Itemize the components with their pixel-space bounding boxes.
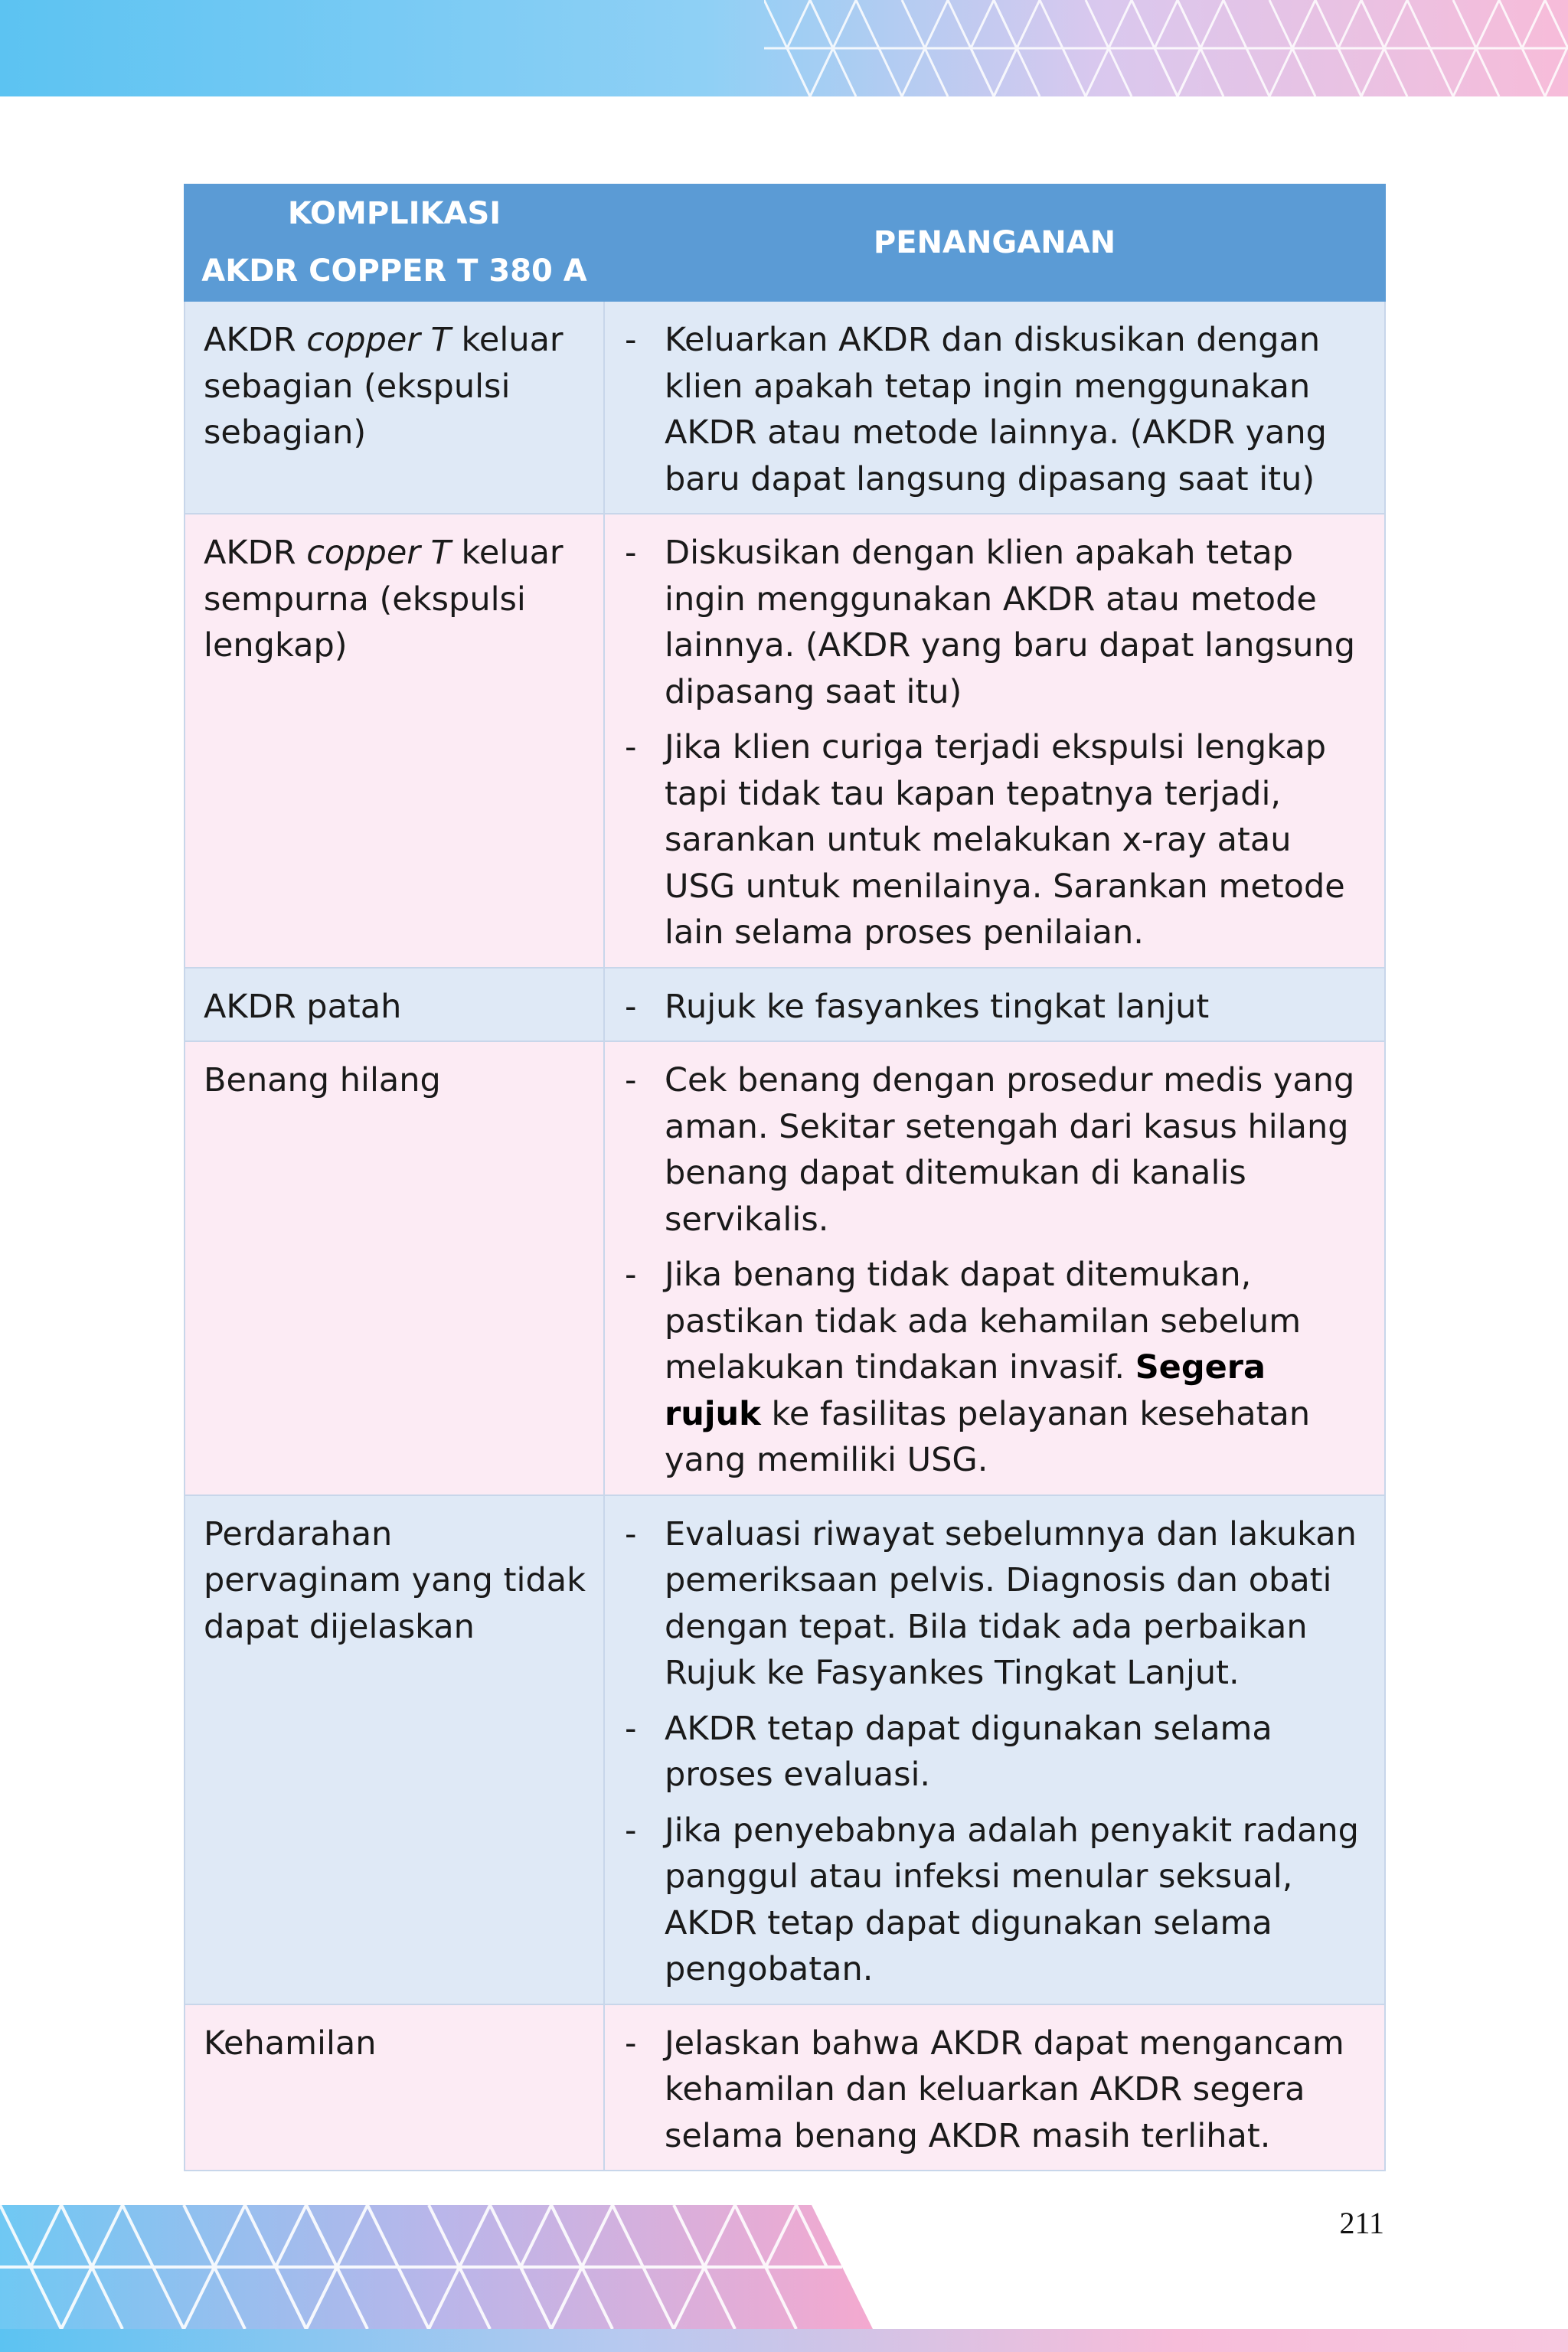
penanganan-text-part: Jika benang tidak dapat ditemukan, pastikan tidak ada kehamilan sebelum melakukan tindakan invasif. (665, 1256, 1302, 1387)
penanganan-cell (604, 301, 1385, 514)
penanganan-text (665, 1252, 1367, 1484)
header-penanganan: PENANGANAN (604, 185, 1385, 301)
header-komplikasi-line1: KOMPLIKASI (287, 196, 501, 231)
komplikasi-table (184, 184, 1386, 2171)
penanganan-text: AKDR tetap dapat digunakan selama proses evaluasi. (665, 1709, 1272, 1794)
bullet-dash: - (625, 987, 637, 1026)
bullet-dash: - (625, 2024, 637, 2063)
geometric-pattern-top (764, 0, 1568, 96)
list-item (623, 317, 1367, 502)
komplikasi-cell (185, 301, 604, 514)
list-item (623, 1252, 1367, 1484)
bullet-dash: - (625, 1256, 637, 1294)
komplikasi-text: AKDR (204, 321, 307, 359)
komplikasi-cell: Perdarahan pervaginam yang tidak dapat dijelaskan (185, 1495, 604, 2004)
list-item (623, 1511, 1367, 1697)
list-item (623, 530, 1367, 715)
komplikasi-cell (185, 514, 604, 968)
penanganan-text: Keluarkan AKDR dan diskusikan dengan klien apakah tetap ingin menggunakan AKDR atau metode lainnya. (AKDR yang baru dapat langsung dipasang saat itu) (665, 321, 1327, 498)
penanganan-text: Diskusikan dengan klien apakah tetap ingin menggunakan AKDR atau metode lainnya. (AKDR yang baru dapat langsung dipasang saat itu) (665, 534, 1356, 711)
table-row (185, 301, 1385, 514)
table-row (185, 1041, 1385, 1495)
bullet-dash: - (625, 728, 637, 766)
penanganan-text: Jika klien curiga terjadi ekspulsi lengkap tapi tidak tau kapan tepatnya terjadi, sarankan untuk melakukan x-ray atau USG untuk menilainya. Sarankan metode lain selama proses penilaian. (665, 728, 1345, 952)
list-item (623, 984, 1367, 1031)
table-row (185, 1495, 1385, 2004)
header-komplikasi (185, 185, 604, 301)
bullet-dash: - (625, 1811, 637, 1850)
list-item (623, 724, 1367, 956)
list-item (623, 1706, 1367, 1798)
komplikasi-cell: Benang hilang (185, 1041, 604, 1495)
bottom-banner (0, 2329, 1568, 2352)
penanganan-cell (604, 514, 1385, 968)
table-row (185, 2004, 1385, 2171)
penanganan-cell (604, 1041, 1385, 1495)
table-row (185, 514, 1385, 968)
header-komplikasi-line2: AKDR COPPER T 380 A (201, 253, 587, 289)
top-banner (0, 0, 1568, 96)
komplikasi-text: keluar sempurna (ekspulsi lengkap) (204, 534, 564, 665)
komplikasi-text: AKDR (204, 534, 307, 572)
komplikasi-italic: copper T (306, 321, 451, 359)
komplikasi-cell: Kehamilan (185, 2004, 604, 2171)
bullet-dash: - (625, 534, 637, 572)
komplikasi-italic: copper T (306, 534, 451, 572)
bullet-dash: - (625, 1514, 637, 1553)
bullet-dash: - (625, 1709, 637, 1748)
bullet-dash: - (625, 1061, 637, 1099)
penanganan-text: Cek benang dengan prosedur medis yang aman. Sekitar setengah dari kasus hilang benang dapat ditemukan di kanalis servikalis. (665, 1061, 1355, 1239)
penanganan-text: Evaluasi riwayat sebelumnya dan lakukan pemeriksaan pelvis. Diagnosis dan obati dengan tepat. Bila tidak ada perbaikan Rujuk ke Fasyankes Tingkat Lanjut. (665, 1514, 1357, 1692)
penanganan-text-part: ke fasilitas pelayanan kesehatan yang memiliki USG. (665, 1394, 1311, 1479)
bullet-dash: - (625, 321, 637, 359)
penanganan-text: Rujuk ke fasyankes tingkat lanjut (665, 987, 1210, 1026)
penanganan-text: Jika penyebabnya adalah penyakit radang panggul atau infeksi menular seksual, AKDR tetap dapat digunakan selama pengobatan. (665, 1811, 1359, 1988)
geometric-pattern-bottom (0, 2205, 873, 2329)
list-item (623, 2020, 1367, 2160)
list-item (623, 1808, 1367, 1993)
penanganan-text: Jelaskan bahwa AKDR dapat mengancam kehamilan dan keluarkan AKDR segera selama benang AKDR masih terlihat. (665, 2024, 1344, 2155)
komplikasi-text: keluar sebagian (ekspulsi sebagian) (204, 321, 564, 452)
table-row (185, 968, 1385, 1042)
emphasis-segera-rujuk: Segera rujuk (665, 1348, 1266, 1433)
list-item (623, 1057, 1367, 1243)
penanganan-cell (604, 2004, 1385, 2171)
komplikasi-cell: AKDR patah (185, 968, 604, 1042)
penanganan-cell (604, 968, 1385, 1042)
page-number: 211 (1339, 2206, 1384, 2240)
penanganan-cell (604, 1495, 1385, 2004)
